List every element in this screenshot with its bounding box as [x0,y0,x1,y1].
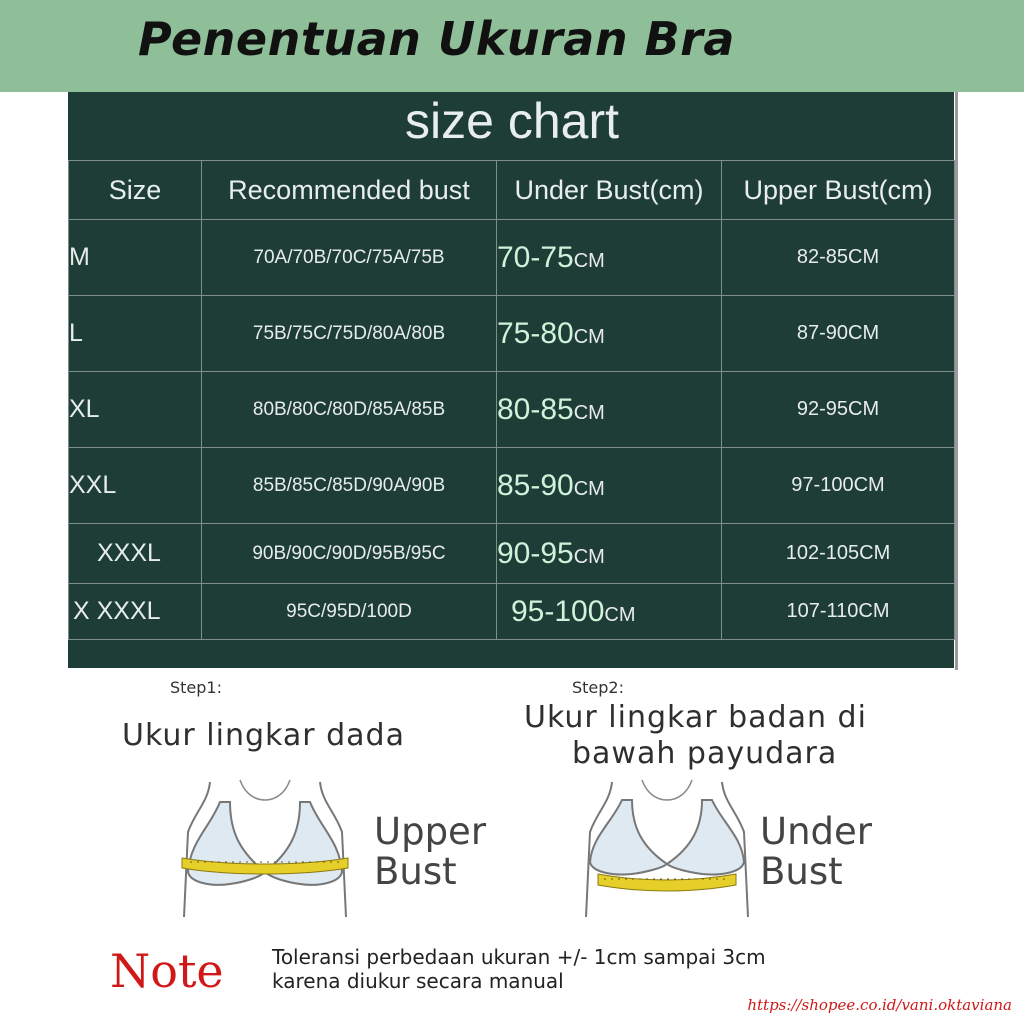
page-title: Penentuan Ukuran Bra [138,12,735,66]
under-bust-cell [497,584,722,640]
table-row [69,524,955,584]
note-heading: Note [110,944,224,998]
under-bust-label-line: Under [760,810,872,853]
upper-bust-cell: 97-100CM [722,448,955,524]
upper-bust-cell: 92-95CM [722,372,955,448]
size-cell: XL [69,372,202,448]
recommended-cell: 90B/90C/90D/95B/95C [202,524,497,584]
under-bust-cell [497,524,722,584]
under-bust-label [760,812,872,892]
upper-bust-label-line: Upper [374,810,487,853]
bra-upper-bust-measure-icon [170,772,360,922]
step1-text [122,718,405,754]
step1-label: Step1: [170,678,222,697]
under-bust-label-line: Bust [760,850,843,893]
size-cell: XXXL [69,524,202,584]
step1-text-line: Ukur lingkar dada [122,718,405,753]
table-row [69,372,955,448]
table-row [69,584,955,640]
note-line: karena diukur secara manual [272,969,564,993]
under-bust-value: 95-100 [511,594,605,628]
upper-bust-cell: 82-85CM [722,220,955,296]
recommended-cell: 85B/85C/85D/90A/90B [202,448,497,524]
table-header-row [69,161,955,220]
step2-text [524,700,867,772]
size-chart-title-wrap [0,92,1024,150]
recommended-cell: 70A/70B/70C/75A/75B [202,220,497,296]
table-row [69,448,955,524]
size-chart-title: size chart [405,93,619,149]
note-text [272,945,766,993]
under-bust-value: 75-80 [497,316,574,350]
size-cell: M [69,220,202,296]
under-bust-unit: CM [573,325,605,348]
header-upper-bust: Upper Bust(cm) [722,161,955,220]
under-bust-value: 85-90 [497,468,574,502]
bra-under-bust-measure-icon [572,772,762,922]
upper-bust-label [374,812,486,892]
header-under-bust: Under Bust(cm) [497,161,722,220]
under-bust-cell [497,448,722,524]
step2-label: Step2: [572,678,624,697]
under-bust-unit: CM [573,401,605,424]
upper-bust-cell: 87-90CM [722,296,955,372]
title-banner [0,0,1024,92]
under-bust-unit: CM [604,603,636,626]
note-line: Toleransi perbedaan ukuran +/- 1cm sampai 3cm [272,945,766,969]
size-cell: L [69,296,202,372]
size-table [68,160,955,640]
table-row [69,296,955,372]
recommended-cell: 75B/75C/75D/80A/80B [202,296,497,372]
under-bust-unit: CM [573,249,605,272]
under-bust-cell [497,220,722,296]
under-bust-unit: CM [573,477,605,500]
under-bust-cell [497,296,722,372]
recommended-cell: 95C/95D/100D [202,584,497,640]
under-bust-cell [497,372,722,448]
step2-text-line: bawah payudara [572,736,838,771]
under-bust-value: 70-75 [497,240,574,274]
table-row [69,220,955,296]
size-cell: XXL [69,448,202,524]
under-bust-unit: CM [573,545,605,568]
under-bust-value: 90-95 [497,536,574,570]
recommended-cell: 80B/80C/80D/85A/85B [202,372,497,448]
upper-bust-cell: 107-110CM [722,584,955,640]
panel-edge-divider [955,92,958,670]
upper-bust-label-line: Bust [374,850,457,893]
step2-text-line: Ukur lingkar badan di [524,700,867,735]
header-size: Size [69,161,202,220]
size-cell: X XXXL [69,584,202,640]
under-bust-value: 80-85 [497,392,574,426]
upper-bust-cell: 102-105CM [722,524,955,584]
source-url: https://shopee.co.id/vani.oktaviana [747,996,1012,1014]
header-recommended-bust: Recommended bust [202,161,497,220]
